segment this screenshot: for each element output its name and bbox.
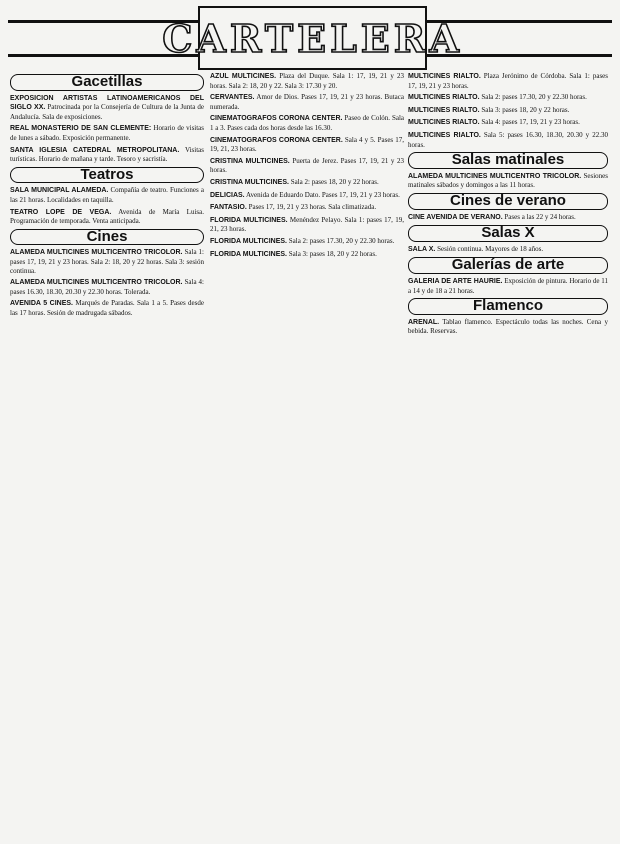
page-title: CARTELERA: [162, 15, 463, 61]
masthead-title-box: [162, 6, 463, 70]
listing-entry: SALA MUNICIPAL ALAMEDA. Compañía de teatro. Funciones a las 21 horas. Localidades en taquilla.: [10, 186, 204, 204]
section-heading-salas-matinales: Salas matinales: [408, 152, 608, 169]
listing-entry: CERVANTES. Amor de Dios. Pases 17, 19, 21 y 23 horas. Butaca numerada.: [210, 93, 404, 111]
listing-entry: CRISTINA MULTICINES. Sala 2: pases 18, 20 y 22 horas.: [210, 177, 379, 186]
listing-entry: ARENAL. Tablao flamenco. Espectáculo todas las noches. Cena y bebida. Reservas.: [408, 317, 608, 336]
listing-entry: CRISTINA MULTICINES. Puerta de Jerez. Pases 17, 19, 21 y 23 horas.: [210, 156, 404, 175]
listing-entry: AVENIDA 5 CINES. Marqués de Paradas. Sala 1 a 5. Pases desde las 17 horas. Sesión de madrugada sábados.: [10, 299, 204, 317]
listing-entry: FANTASIO. Pases 17, 19, 21 y 23 horas. Sala climatizada.: [210, 203, 377, 212]
section-heading-flamenco: Flamenco: [408, 298, 608, 315]
section-heading-cines-de-verano: Cines de verano: [408, 193, 608, 210]
listing-entry: FLORIDA MULTICINES. Sala 3: pases 18, 20 y 22 horas.: [210, 249, 377, 258]
section-heading-gacetillas: Gacetillas: [10, 74, 204, 91]
listing-entry: CINE AVENIDA DE VERANO. Pases a las 22 y 24 horas.: [408, 212, 576, 221]
listing-entry: SANTA IGLESIA CATEDRAL METROPOLITANA. Visitas turísticas. Horario de mañana y tarde. Tesoro y sacristía.: [10, 145, 204, 164]
listing-entry: DELICIAS. Avenida de Eduardo Dato. Pases 17, 19, 21 y 23 horas.: [210, 190, 400, 199]
masthead: [8, 6, 612, 66]
listing-entry: MULTICINES RIALTO. Plaza Jerónimo de Córdoba. Sala 1: pases 17, 19, 21 y 23 horas.: [408, 72, 608, 90]
section-heading-cines: Cines: [10, 229, 204, 246]
listing-entry: TEATRO LOPE DE VEGA. Avenida de María Luisa. Programación de temporada. Venta anticipada.: [10, 207, 204, 226]
listing-entry: ALAMEDA MULTICINES MULTICENTRO TRICOLOR. Sala 1: pases 17, 19, 21 y 23 horas. Sala 2: 18, 20 y 22 horas. Sala 3: sesión continua.: [10, 248, 204, 275]
listing-entry: ALAMEDA MULTICINES MULTICENTRO TRICOLOR. Sala 4: pases 16.30, 18.30, 20.30 y 22.30 horas. Tolerada.: [10, 278, 204, 296]
section-heading-teatros: Teatros: [10, 167, 204, 184]
listing-entry: EXPOSICION ARTISTAS LATINOAMERICANOS DEL SIGLO XX. Patrocinada por la Consejería de Cultura de la Junta de Andalucía. Sala de exposiciones.: [10, 94, 204, 121]
listing-entry: SALA X. Sesión continua. Mayores de 18 años.: [408, 244, 544, 253]
listing-entry: REAL MONASTERIO DE SAN CLEMENTE: Horario de visitas de lunes a sábado. Exposición permanente.: [10, 124, 205, 142]
listing-entry: CINEMATOGRAFOS CORONA CENTER. Paseo de Colón. Sala 1 a 3. Pases cada dos horas desde las 16.30.: [210, 114, 404, 132]
column-2: [210, 72, 404, 262]
listing-entry: GALERIA DE ARTE HAURIE. Exposición de pintura. Horario de 11 a 14 y de 18 a 21 horas.: [408, 276, 609, 295]
listing-entry: ALAMEDA MULTICINES MULTICENTRO TRICOLOR. Sesiones matinales sábados y domingos a las 11 horas.: [408, 171, 608, 190]
column-1: [10, 72, 204, 320]
listing-entry: FLORIDA MULTICINES. Sala 2: pases 17.30, 20 y 22.30 horas.: [210, 236, 395, 245]
listing-entry: MULTICINES RIALTO. Sala 4: pases 17, 19, 21 y 23 horas.: [408, 118, 580, 127]
listing-entry: AZUL MULTICINES. Plaza del Duque. Sala 1: 17, 19, 21 y 23 horas. Sala 2: 18, 20 y 22. Sala 3: 17.30 y 20.: [210, 72, 404, 90]
listing-entry: MULTICINES RIALTO. Sala 5: pases 16.30, 18.30, 20.30 y 22.30 horas.: [408, 130, 608, 149]
column-3: [408, 72, 608, 339]
section-heading-salas-x: Salas X: [408, 225, 608, 242]
listing-entry: CINEMATOGRAFOS CORONA CENTER. Sala 4 y 5. Pases 17, 19, 21, 23 horas.: [210, 135, 405, 154]
section-heading-galerias-de-arte: Galerías de arte: [408, 257, 608, 274]
listing-entry: MULTICINES RIALTO. Sala 2: pases 17.30, 20 y 22.30 horas.: [408, 93, 587, 102]
listing-entry: MULTICINES RIALTO. Sala 3: pases 18, 20 y 22 horas.: [408, 105, 570, 114]
listing-entry: FLORIDA MULTICINES. Menéndez Pelayo. Sala 1: pases 17, 19, 21, 23 horas.: [210, 215, 404, 234]
